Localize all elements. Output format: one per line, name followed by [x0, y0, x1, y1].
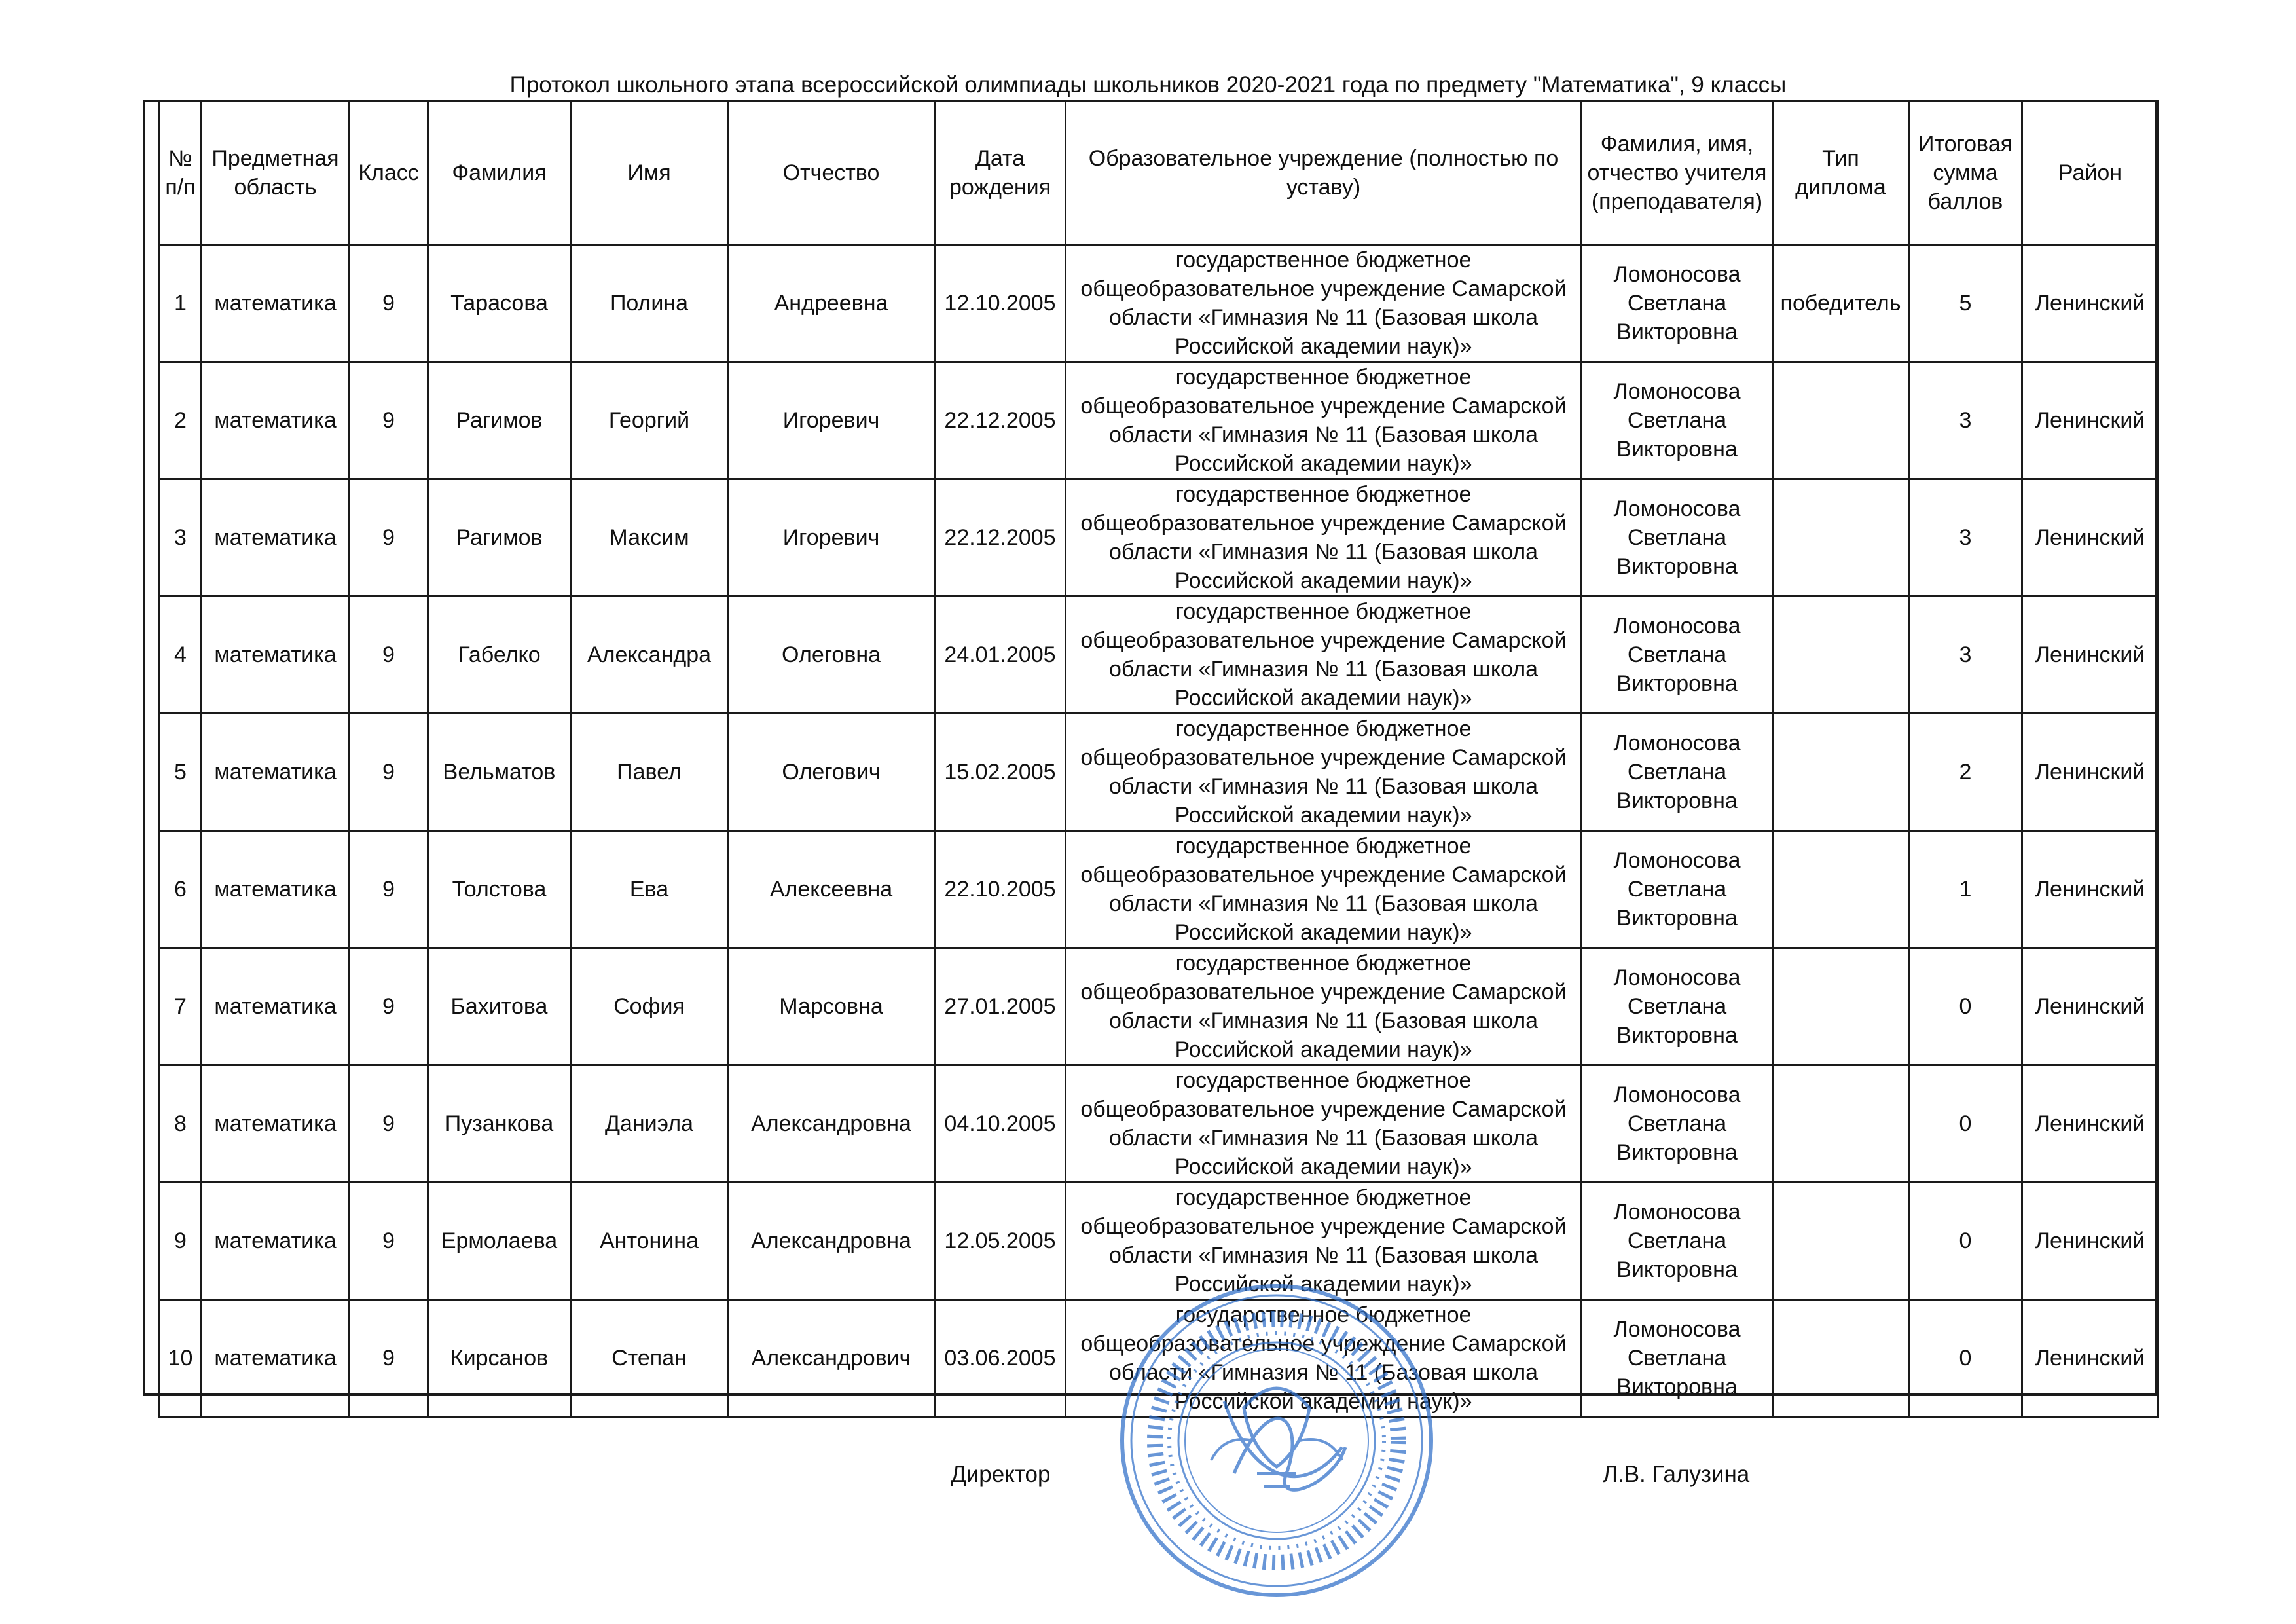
cell-patronymic: Алексеевна — [728, 831, 935, 948]
cell-name: Александра — [571, 597, 728, 714]
cell-name: Ева — [571, 831, 728, 948]
cell-diploma — [1773, 1300, 1909, 1417]
cell-teacher: Ломоносова Светлана Викторовна — [1582, 1183, 1773, 1300]
cell-district: Ленинский — [2022, 831, 2159, 948]
cell-teacher: Ломоносова Светлана Викторовна — [1582, 245, 1773, 362]
cell-diploma — [1773, 1183, 1909, 1300]
cell-subject: математика — [202, 479, 350, 597]
cell-teacher: Ломоносова Светлана Викторовна — [1582, 362, 1773, 479]
cell-score: 3 — [1909, 479, 2022, 597]
cell-school: государственное бюджетное общеобразовательное учреждение Самарской области «Гимназия № 11 (Базовая школа Российской академии наук)» — [1066, 1300, 1582, 1417]
cell-surname: Рагимов — [428, 362, 571, 479]
cell-teacher: Ломоносова Светлана Викторовна — [1582, 1065, 1773, 1183]
cell-subject: математика — [202, 362, 350, 479]
cell-num: 2 — [160, 362, 202, 479]
cell-patronymic: Олегович — [728, 714, 935, 831]
cell-subject: математика — [202, 831, 350, 948]
cell-grade: 9 — [350, 948, 428, 1065]
cell-school: государственное бюджетное общеобразовательное учреждение Самарской области «Гимназия № 11 (Базовая школа Российской академии наук)» — [1066, 831, 1582, 948]
table-row — [160, 597, 2159, 714]
table-row — [160, 831, 2159, 948]
cell-surname: Тарасова — [428, 245, 571, 362]
cell-name: Павел — [571, 714, 728, 831]
cell-score: 0 — [1909, 948, 2022, 1065]
cell-num: 7 — [160, 948, 202, 1065]
cell-surname: Кирсанов — [428, 1300, 571, 1417]
cell-patronymic: Игоревич — [728, 362, 935, 479]
table-row — [160, 479, 2159, 597]
cell-subject: математика — [202, 714, 350, 831]
cell-name: София — [571, 948, 728, 1065]
cell-birthdate: 22.12.2005 — [935, 479, 1066, 597]
cell-name: Георгий — [571, 362, 728, 479]
cell-subject: математика — [202, 1300, 350, 1417]
cell-num: 10 — [160, 1300, 202, 1417]
table-row — [160, 1065, 2159, 1183]
cell-num: 5 — [160, 714, 202, 831]
cell-surname: Габелко — [428, 597, 571, 714]
cell-district: Ленинский — [2022, 597, 2159, 714]
cell-num: 6 — [160, 831, 202, 948]
cell-teacher: Ломоносова Светлана Викторовна — [1582, 948, 1773, 1065]
cell-score: 0 — [1909, 1065, 2022, 1183]
cell-num: 8 — [160, 1065, 202, 1183]
cell-school: государственное бюджетное общеобразовательное учреждение Самарской области «Гимназия № 11 (Базовая школа Российской академии наук)» — [1066, 245, 1582, 362]
cell-grade: 9 — [350, 714, 428, 831]
header-name: Имя — [571, 101, 728, 245]
cell-school: государственное бюджетное общеобразовательное учреждение Самарской области «Гимназия № 11 (Базовая школа Российской академии наук)» — [1066, 597, 1582, 714]
header-patronymic: Отчество — [728, 101, 935, 245]
cell-school: государственное бюджетное общеобразовательное учреждение Самарской области «Гимназия № 11 (Базовая школа Российской академии наук)» — [1066, 479, 1582, 597]
cell-district: Ленинский — [2022, 948, 2159, 1065]
cell-district: Ленинский — [2022, 1300, 2159, 1417]
cell-name: Антонина — [571, 1183, 728, 1300]
cell-grade: 9 — [350, 245, 428, 362]
director-label: Директор — [951, 1462, 1051, 1487]
header-teacher: Фамилия, имя, отчество учителя (преподавателя) — [1582, 101, 1773, 245]
cell-num: 4 — [160, 597, 202, 714]
cell-patronymic: Игоревич — [728, 479, 935, 597]
cell-surname: Ермолаева — [428, 1183, 571, 1300]
cell-subject: математика — [202, 1065, 350, 1183]
cell-score: 0 — [1909, 1183, 2022, 1300]
header-school: Образовательное учреждение (полностью по уставу) — [1066, 101, 1582, 245]
cell-diploma — [1773, 362, 1909, 479]
cell-patronymic: Александрович — [728, 1300, 935, 1417]
cell-surname: Бахитова — [428, 948, 571, 1065]
cell-grade: 9 — [350, 831, 428, 948]
header-district: Район — [2022, 101, 2159, 245]
cell-patronymic: Александровна — [728, 1065, 935, 1183]
cell-score: 3 — [1909, 362, 2022, 479]
cell-name: Степан — [571, 1300, 728, 1417]
cell-name: Даниэла — [571, 1065, 728, 1183]
cell-surname: Рагимов — [428, 479, 571, 597]
cell-teacher: Ломоносова Светлана Викторовна — [1582, 479, 1773, 597]
cell-district: Ленинский — [2022, 479, 2159, 597]
cell-diploma — [1773, 1065, 1909, 1183]
cell-grade: 9 — [350, 362, 428, 479]
table-row — [160, 362, 2159, 479]
cell-subject: математика — [202, 245, 350, 362]
cell-diploma: победитель — [1773, 245, 1909, 362]
table-header-row — [160, 101, 2159, 245]
header-score: Итоговая сумма баллов — [1909, 101, 2022, 245]
cell-patronymic: Александровна — [728, 1183, 935, 1300]
cell-birthdate: 15.02.2005 — [935, 714, 1066, 831]
cell-birthdate: 12.10.2005 — [935, 245, 1066, 362]
cell-district: Ленинский — [2022, 362, 2159, 479]
cell-teacher: Ломоносова Светлана Викторовна — [1582, 1300, 1773, 1417]
cell-patronymic: Олеговна — [728, 597, 935, 714]
cell-name: Максим — [571, 479, 728, 597]
cell-birthdate: 24.01.2005 — [935, 597, 1066, 714]
cell-birthdate: 03.06.2005 — [935, 1300, 1066, 1417]
header-grade: Класс — [350, 101, 428, 245]
cell-surname: Пузанкова — [428, 1065, 571, 1183]
cell-district: Ленинский — [2022, 1183, 2159, 1300]
cell-surname: Толстова — [428, 831, 571, 948]
cell-district: Ленинский — [2022, 714, 2159, 831]
cell-school: государственное бюджетное общеобразовательное учреждение Самарской области «Гимназия № 11 (Базовая школа Российской академии наук)» — [1066, 1065, 1582, 1183]
cell-teacher: Ломоносова Светлана Викторовна — [1582, 714, 1773, 831]
cell-district: Ленинский — [2022, 1065, 2159, 1183]
director-name: Л.В. Галузина — [1603, 1462, 1750, 1487]
cell-patronymic: Андреевна — [728, 245, 935, 362]
cell-school: государственное бюджетное общеобразовательное учреждение Самарской области «Гимназия № 11 (Базовая школа Российской академии наук)» — [1066, 362, 1582, 479]
cell-birthdate: 04.10.2005 — [935, 1065, 1066, 1183]
cell-grade: 9 — [350, 1065, 428, 1183]
cell-school: государственное бюджетное общеобразовательное учреждение Самарской области «Гимназия № 11 (Базовая школа Российской академии наук)» — [1066, 1183, 1582, 1300]
cell-patronymic: Марсовна — [728, 948, 935, 1065]
cell-diploma — [1773, 597, 1909, 714]
header-diploma: Тип диплома — [1773, 101, 1909, 245]
cell-num: 3 — [160, 479, 202, 597]
cell-name: Полина — [571, 245, 728, 362]
header-num: № п/п — [160, 101, 202, 245]
cell-school: государственное бюджетное общеобразовательное учреждение Самарской области «Гимназия № 11 (Базовая школа Российской академии наук)» — [1066, 714, 1582, 831]
header-surname: Фамилия — [428, 101, 571, 245]
results-table — [158, 100, 2159, 1418]
cell-grade: 9 — [350, 1300, 428, 1417]
cell-subject: математика — [202, 1183, 350, 1300]
cell-diploma — [1773, 714, 1909, 831]
cell-score: 1 — [1909, 831, 2022, 948]
cell-score: 3 — [1909, 597, 2022, 714]
cell-score: 5 — [1909, 245, 2022, 362]
cell-diploma — [1773, 831, 1909, 948]
cell-birthdate: 22.12.2005 — [935, 362, 1066, 479]
cell-birthdate: 22.10.2005 — [935, 831, 1066, 948]
cell-score: 2 — [1909, 714, 2022, 831]
cell-district: Ленинский — [2022, 245, 2159, 362]
cell-teacher: Ломоносова Светлана Викторовна — [1582, 597, 1773, 714]
document-title: Протокол школьного этапа всероссийской олимпиады школьников 2020-2021 года по предмету "Математика", 9 классы — [509, 72, 1787, 98]
header-birthdate: Дата рождения — [935, 101, 1066, 245]
cell-birthdate: 12.05.2005 — [935, 1183, 1066, 1300]
official-seal-icon — [1113, 1277, 1440, 1604]
cell-grade: 9 — [350, 479, 428, 597]
cell-diploma — [1773, 948, 1909, 1065]
cell-school: государственное бюджетное общеобразовательное учреждение Самарской области «Гимназия № 11 (Базовая школа Российской академии наук)» — [1066, 948, 1582, 1065]
table-row — [160, 714, 2159, 831]
cell-subject: математика — [202, 597, 350, 714]
cell-num: 9 — [160, 1183, 202, 1300]
cell-teacher: Ломоносова Светлана Викторовна — [1582, 831, 1773, 948]
cell-num: 1 — [160, 245, 202, 362]
cell-surname: Вельматов — [428, 714, 571, 831]
cell-subject: математика — [202, 948, 350, 1065]
table-row — [160, 948, 2159, 1065]
cell-birthdate: 27.01.2005 — [935, 948, 1066, 1065]
cell-grade: 9 — [350, 1183, 428, 1300]
cell-score: 0 — [1909, 1300, 2022, 1417]
cell-grade: 9 — [350, 597, 428, 714]
cell-diploma — [1773, 479, 1909, 597]
header-subject: Предметная область — [202, 101, 350, 245]
table-row — [160, 245, 2159, 362]
